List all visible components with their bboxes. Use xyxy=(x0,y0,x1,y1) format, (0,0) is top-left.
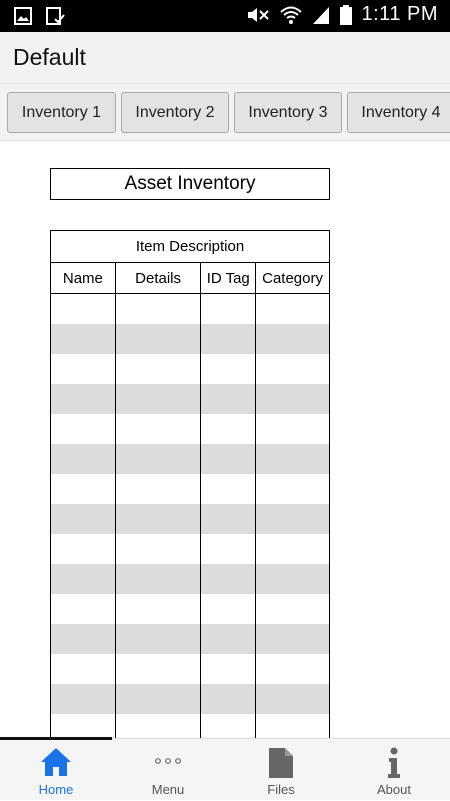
download-check-icon xyxy=(46,7,66,25)
table-cell[interactable] xyxy=(201,384,256,414)
inventory-table xyxy=(50,230,330,744)
table-cell[interactable] xyxy=(115,564,201,594)
table-group-header: Item Description xyxy=(51,231,330,263)
table-cell[interactable] xyxy=(51,504,116,534)
table-cell[interactable] xyxy=(256,594,330,624)
table-row xyxy=(51,354,330,384)
table-cell[interactable] xyxy=(256,654,330,684)
table-cell[interactable] xyxy=(51,324,116,354)
asset-inventory-title: Asset Inventory xyxy=(50,168,330,200)
table-cell[interactable] xyxy=(115,504,201,534)
table-cell[interactable] xyxy=(115,444,201,474)
table-cell[interactable] xyxy=(51,474,116,504)
table-row xyxy=(51,384,330,414)
table-cell[interactable] xyxy=(201,534,256,564)
table-cell[interactable] xyxy=(51,534,116,564)
table-row xyxy=(51,684,330,714)
table-cell[interactable] xyxy=(115,624,201,654)
table-row xyxy=(51,624,330,654)
title-bar xyxy=(0,32,450,84)
table-row xyxy=(51,564,330,594)
table-cell[interactable] xyxy=(51,384,116,414)
column-header-category: Category xyxy=(256,263,330,294)
table-cell[interactable] xyxy=(115,594,201,624)
table-row xyxy=(51,594,330,624)
table-cell[interactable] xyxy=(51,444,116,474)
table-row xyxy=(51,414,330,444)
table-cell[interactable] xyxy=(115,654,201,684)
table-cell[interactable] xyxy=(51,354,116,384)
nav-home[interactable] xyxy=(0,739,112,801)
table-cell[interactable] xyxy=(256,444,330,474)
image-icon xyxy=(14,7,32,25)
table-cell[interactable] xyxy=(201,624,256,654)
table-cell[interactable] xyxy=(256,684,330,714)
table-cell[interactable] xyxy=(115,534,201,564)
signal-icon xyxy=(312,5,330,25)
bottom-nav xyxy=(0,738,450,800)
tab-inventory-3[interactable]: Inventory 3 xyxy=(234,92,342,133)
tab-strip xyxy=(0,84,450,141)
info-icon xyxy=(384,747,404,779)
home-icon xyxy=(40,747,72,777)
table-cell[interactable] xyxy=(115,294,201,324)
table-body xyxy=(51,294,330,744)
table-cell[interactable] xyxy=(256,354,330,384)
table-cell[interactable] xyxy=(115,414,201,444)
table-cell[interactable] xyxy=(201,654,256,684)
nav-home-label: Home xyxy=(38,782,74,797)
table-cell[interactable] xyxy=(115,684,201,714)
table-cell[interactable] xyxy=(256,384,330,414)
table-cell[interactable] xyxy=(256,474,330,504)
table-cell[interactable] xyxy=(256,564,330,594)
nav-files-label: Files xyxy=(267,782,295,797)
table-cell[interactable] xyxy=(51,594,116,624)
table-cell[interactable] xyxy=(115,354,201,384)
table-cell[interactable] xyxy=(201,684,256,714)
column-header-details: Details xyxy=(115,263,201,294)
table-cell[interactable] xyxy=(201,474,256,504)
table-cell[interactable] xyxy=(256,534,330,564)
table-cell[interactable] xyxy=(256,624,330,654)
table-cell[interactable] xyxy=(201,324,256,354)
table-row xyxy=(51,534,330,564)
table-cell[interactable] xyxy=(256,294,330,324)
wifi-icon xyxy=(280,5,302,25)
table-cell[interactable] xyxy=(51,564,116,594)
table-cell[interactable] xyxy=(256,414,330,444)
tab-inventory-1[interactable]: Inventory 1 xyxy=(7,92,116,133)
table-cell[interactable] xyxy=(51,684,116,714)
table-row xyxy=(51,474,330,504)
table-cell[interactable] xyxy=(115,474,201,504)
table-cell[interactable] xyxy=(256,504,330,534)
status-bar xyxy=(0,0,450,32)
tab-inventory-4[interactable]: Inventory 4 xyxy=(347,92,450,133)
battery-icon xyxy=(340,5,352,25)
nav-about[interactable] xyxy=(338,739,450,801)
page-title: Default xyxy=(13,44,86,70)
more-dots-icon xyxy=(152,747,184,777)
table-cell[interactable] xyxy=(201,564,256,594)
table-cell[interactable] xyxy=(51,654,116,684)
mute-icon xyxy=(246,5,270,25)
table-cell[interactable] xyxy=(201,294,256,324)
status-time: 1:11 PM xyxy=(361,3,438,25)
table-cell[interactable] xyxy=(201,354,256,384)
table-row xyxy=(51,654,330,684)
nav-about-label: About xyxy=(377,782,411,797)
table-cell[interactable] xyxy=(201,504,256,534)
table-row xyxy=(51,444,330,474)
file-icon xyxy=(267,747,295,779)
table-row xyxy=(51,294,330,324)
nav-files[interactable] xyxy=(225,739,337,801)
table-cell[interactable] xyxy=(201,444,256,474)
column-header-name: Name xyxy=(51,263,116,294)
table-cell[interactable] xyxy=(115,384,201,414)
table-cell[interactable] xyxy=(256,324,330,354)
table-cell[interactable] xyxy=(115,324,201,354)
table-row xyxy=(51,324,330,354)
nav-menu-label: Menu xyxy=(151,782,185,797)
table-cell[interactable] xyxy=(51,414,116,444)
column-header-id-tag: ID Tag xyxy=(201,263,256,294)
table-row xyxy=(51,504,330,534)
table-cell[interactable] xyxy=(201,594,256,624)
nav-menu[interactable] xyxy=(112,739,224,801)
table-cell[interactable] xyxy=(201,414,256,444)
table-cell[interactable] xyxy=(51,294,116,324)
table-cell[interactable] xyxy=(51,624,116,654)
tab-inventory-2[interactable]: Inventory 2 xyxy=(121,92,229,133)
